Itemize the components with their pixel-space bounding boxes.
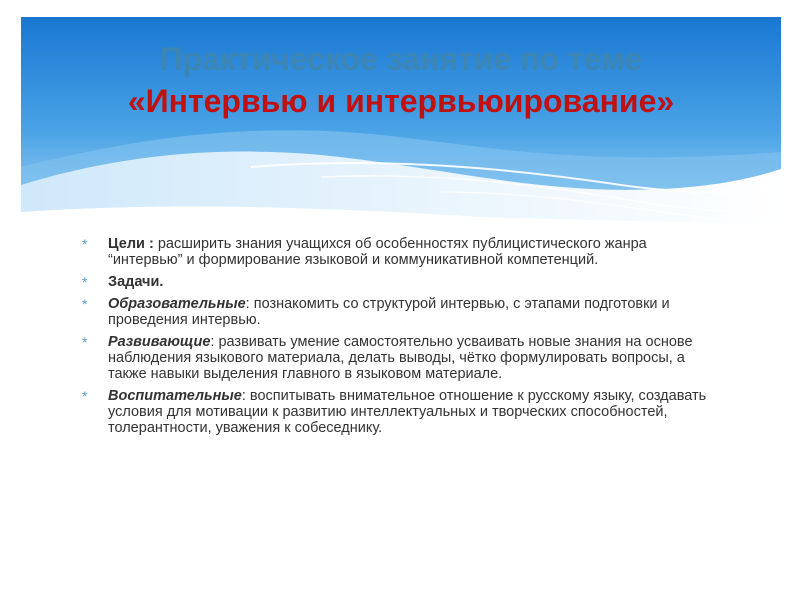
item-label: Цели : [108,236,154,252]
list-item-educational [82,296,722,328]
asterisk-bullet-icon: * [82,236,88,252]
bullet-list [82,236,722,436]
slide-title [21,38,781,122]
item-text: : познакомить со структурой интервью, с этапами подготовки и проведения интервью. [108,296,670,328]
item-label: Образовательные [108,296,246,312]
list-item-upbringing [82,388,722,436]
item-text: расширить знания учащихся об особенностях публицистического жанра “интервью” и формирование языковой и коммуникативной компетенций. [108,236,647,268]
item-text: : воспитывать внимательное отношение к русскому языку, создавать условия для мотивации к развитию интеллектуальных и творческих способностей, толерантности, уважения к собеседнику. [108,388,707,436]
asterisk-bullet-icon: * [82,274,88,290]
item-label: Воспитательные [108,388,242,404]
asterisk-bullet-icon: * [82,296,88,312]
list-item-goals [82,236,722,268]
asterisk-bullet-icon: * [82,388,88,404]
item-label: Задачи. [108,274,164,290]
item-label: Развивающие [108,334,211,350]
list-item-developmental [82,334,722,382]
asterisk-bullet-icon: * [82,334,88,350]
content-body [82,236,722,442]
title-line-2: «Интервью и интервьюирование» [127,83,675,119]
title-line-1: Практическое занятие по теме [159,41,643,77]
item-text: : развивать умение самостоятельно усваивать новые знания на основе наблюдения языкового материала, делать выводы, чётко формулировать вопросы, а также навыки выделения главного в языковом материале. [108,334,693,382]
list-item-tasks [82,274,722,290]
